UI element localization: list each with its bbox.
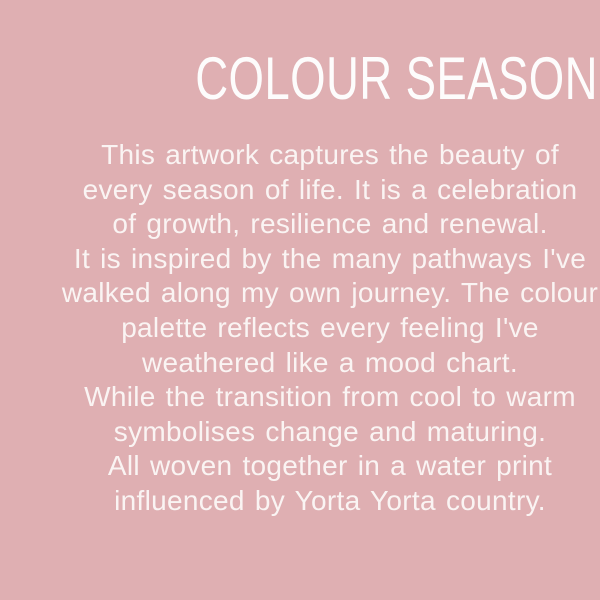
description-line: This artwork captures the beauty of: [101, 139, 559, 170]
description-line: weathered like a mood chart.: [142, 346, 518, 378]
description-line: walked along my own journey. The colour: [61, 277, 599, 309]
description-line: every season of life. It is a celebration: [82, 173, 578, 205]
artwork-description: [60, 138, 600, 519]
description-line: It is inspired by the many pathways I've: [73, 242, 587, 274]
description-line: influenced by Yorta Yorta country.: [114, 484, 546, 516]
description-line: of growth, resilience and renewal.: [112, 208, 548, 240]
page-title: COLOUR SEASON: [195, 45, 598, 112]
description-line: symbolises change and maturing.: [113, 415, 547, 447]
description-line: While the transition from cool to warm: [84, 381, 576, 413]
description-line: palette reflects every feeling I've: [121, 311, 539, 343]
description-line: All woven together in a water print: [107, 450, 553, 482]
